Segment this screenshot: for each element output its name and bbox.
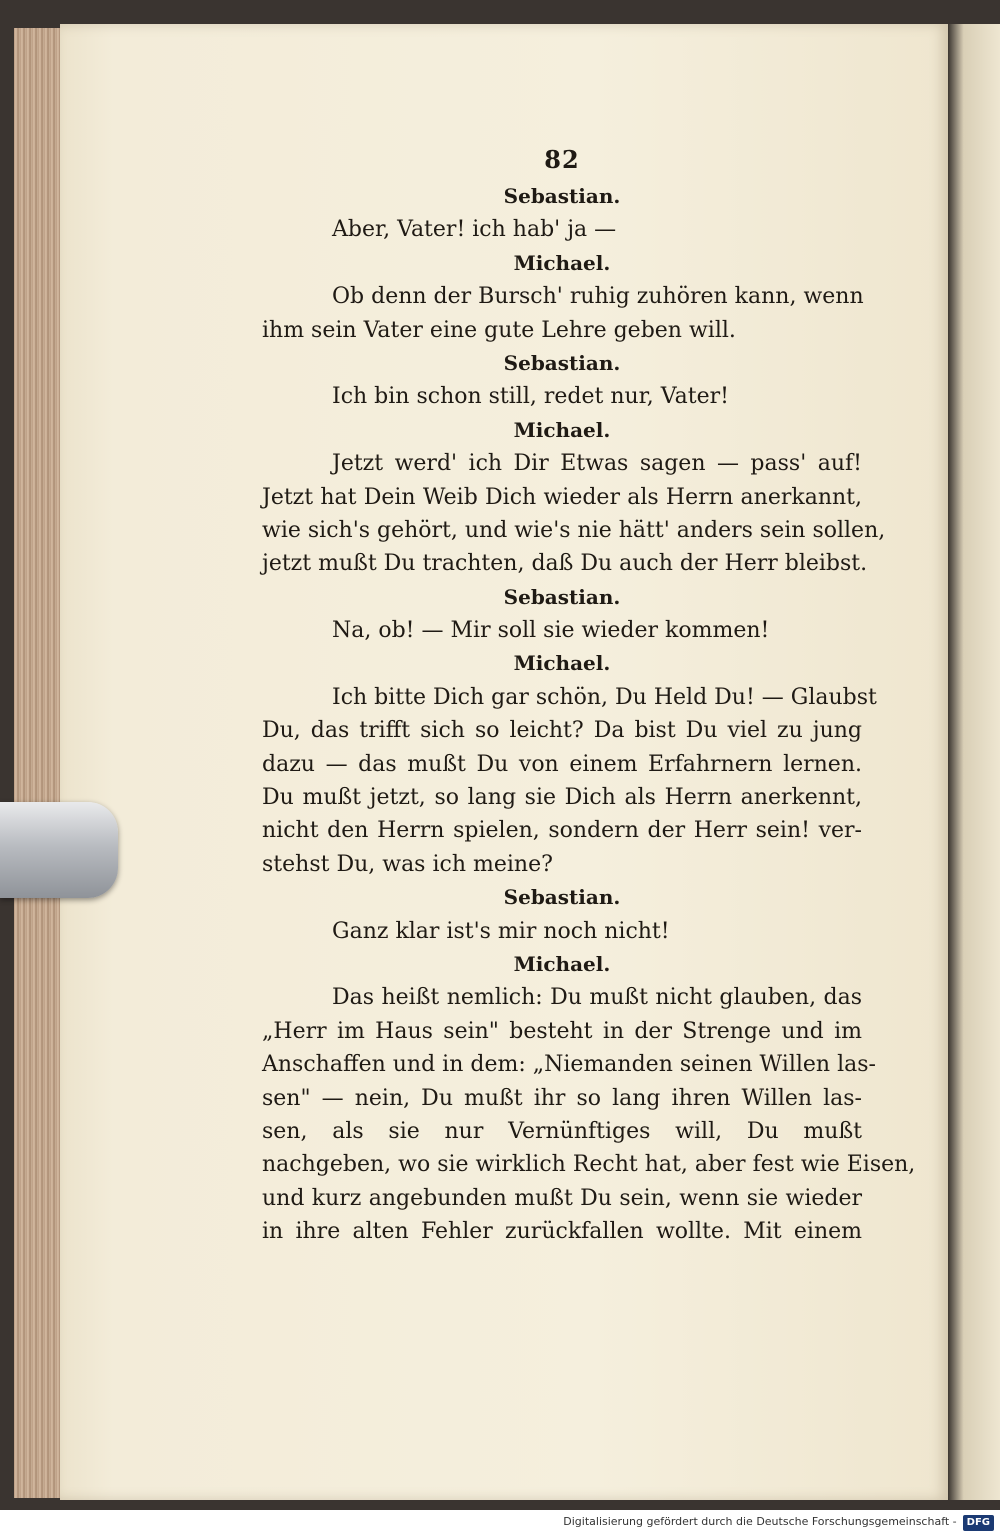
speaker-name: Michael.: [513, 951, 611, 976]
page-content: [262, 140, 916, 1249]
speaker-name: Sebastian.: [503, 350, 621, 375]
text-line: Anschaffen und in dem: „Niemanden seinen Willen las-: [262, 1052, 876, 1078]
text-line: wie sich's gehört, und wie's nie hätt' anders sein sollen,: [262, 517, 886, 543]
text-line: Jetzt werd' ich Dir Etwas sagen — pass' auf!: [332, 451, 862, 477]
speaker-name: Michael.: [513, 417, 611, 442]
page-clip: [0, 802, 118, 898]
text-line: Das heißt nemlich: Du mußt nicht glauben, das: [332, 985, 862, 1011]
text-line: Ich bitte Dich gar schön, Du Held Du! — Glaubst: [332, 684, 877, 710]
text-line: stehst Du, was ich meine?: [262, 851, 553, 877]
text-line: und kurz angebunden mußt Du sein, wenn sie wieder: [262, 1185, 862, 1211]
speaker-name: Sebastian.: [503, 184, 621, 208]
footer-bar: [0, 1510, 1000, 1534]
text-line: Na, ob! — Mir soll sie wieder kommen!: [332, 618, 770, 644]
text-line: „Herr im Haus sein" besteht in der Strenge und im: [262, 1018, 862, 1044]
footer-credit: Digitalisierung gefördert durch die Deutsche Forschungsgemeinschaft -: [563, 1515, 957, 1528]
page-number: 82: [544, 145, 580, 174]
text-line: ihm sein Vater eine gute Lehre geben will.: [262, 317, 736, 343]
text-line: dazu — das mußt Du von einem Erfahrnern lernen.: [262, 751, 862, 777]
speaker-name: Sebastian.: [503, 885, 621, 910]
text-line: sen, als sie nur Vernünftiges will, Du mußt: [262, 1118, 862, 1144]
dfg-logo: DFG: [963, 1515, 994, 1531]
speaker-name: Michael.: [513, 250, 611, 275]
text-line: Du mußt jetzt, so lang sie Dich als Herrn anerkennt,: [262, 785, 862, 811]
text-line: Du, das trifft sich so leicht? Da bist Du viel zu jung: [262, 718, 862, 744]
text-line: Aber, Vater! ich hab' ja —: [332, 217, 617, 243]
text-line: sen" — nein, Du mußt ihr so lang ihren Willen las-: [262, 1085, 862, 1111]
speaker-name: Michael.: [513, 651, 611, 676]
text-body: [262, 180, 916, 1249]
text-line: nicht den Herrn spielen, sondern der Herr sein! ver-: [262, 818, 862, 844]
text-line: Ob denn der Bursch' ruhig zuhören kann, wenn: [332, 284, 864, 310]
text-line: Ich bin schon still, redet nur, Vater!: [332, 384, 729, 410]
text-line: jetzt mußt Du trachten, daß Du auch der Herr bleibst.: [262, 551, 868, 577]
text-line: in ihre alten Fehler zurückfallen wollte. Mit einem: [262, 1219, 862, 1245]
text-line: nachgeben, wo sie wirklich Recht hat, aber fest wie Eisen,: [262, 1152, 916, 1178]
text-line: Ganz klar ist's mir noch nicht!: [332, 918, 670, 944]
text-line: Jetzt hat Dein Weib Dich wieder als Herrn anerkannt,: [262, 484, 862, 510]
facing-page-edge: [948, 24, 1000, 1500]
speaker-name: Sebastian.: [503, 584, 621, 609]
